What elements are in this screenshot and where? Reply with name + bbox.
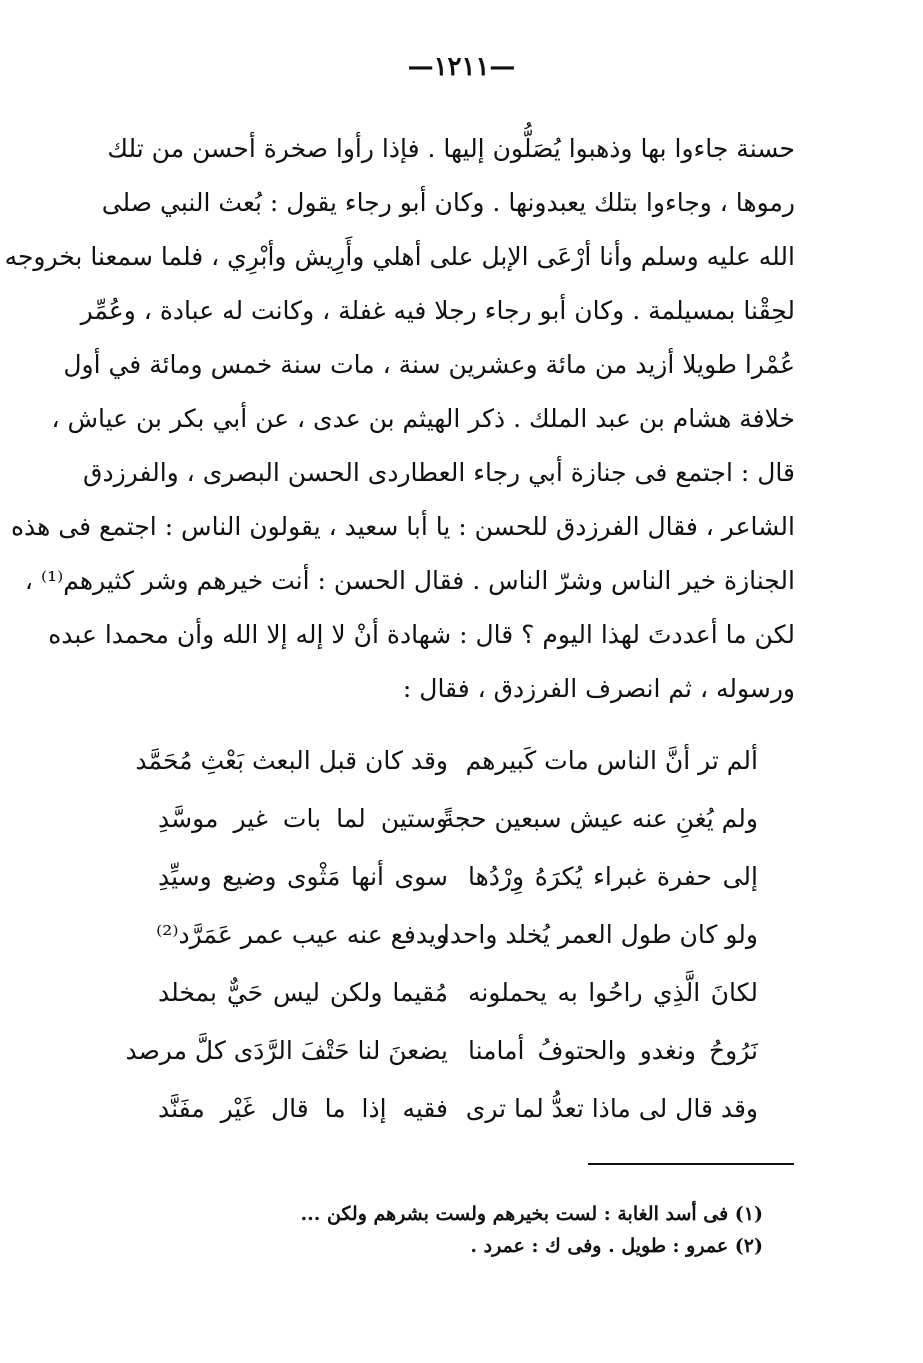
verse-row bbox=[158, 1080, 758, 1138]
footnotes-block bbox=[163, 1198, 763, 1262]
prose-line: ورسوله ، ثم انصرف الفرزدق ، فقال : bbox=[402, 674, 795, 703]
prose-line: عُمْرا طويلا أزيد من مائة وعشرين سنة ، مات سنة خمس ومائة في أول bbox=[63, 350, 795, 379]
footnote: (٢) عمرو : طويل . وفى ك : عمرد . bbox=[470, 1235, 763, 1257]
verse-row bbox=[158, 906, 758, 964]
prose-line: خلافة هشام بن عبد الملك . ذكر الهيثم بن عدى ، عن أبي بكر بن عياش ، bbox=[51, 404, 795, 433]
verse-first-hemistich: ولو كان طول العمر يُخلد واحدا bbox=[442, 920, 758, 949]
verse-row bbox=[158, 964, 758, 1022]
verse-second-hemistich: ويدفع عنه عيب عمر عَمَرَّد⁽²⁾ bbox=[156, 920, 448, 949]
verse-first-hemistich: لكانَ الَّذِي راحُوا به يحملونه bbox=[468, 978, 758, 1007]
prose-block bbox=[4, 122, 795, 716]
prose-line: رموها ، وجاءوا بتلك يعبدونها . وكان أبو رجاء يقول : بُعث النبي صلى bbox=[101, 188, 795, 217]
verse-first-hemistich: نَرُوحُ ونغدو والحتوفُ أمامنا bbox=[468, 1036, 758, 1065]
verse-first-hemistich: إلى حفرة غبراء يُكرَهُ وِرْدُها bbox=[468, 862, 758, 891]
verse-first-hemistich: ألم تر أنَّ الناس مات كَبيرهم bbox=[465, 746, 758, 775]
verse-second-hemistich: فقيه إذا ما قال غَيْر مفَنَّد bbox=[158, 1094, 448, 1123]
prose-line: حسنة جاءوا بها وذهبوا يُصَلُّون إليها . فإذا رأوا صخرة أحسن من تلك bbox=[107, 134, 795, 163]
verse-row bbox=[135, 732, 758, 790]
footnote: (١) فى أسد الغابة : لست بخيرهم ولست بشرهم ولكن ... bbox=[300, 1203, 763, 1225]
verse-second-hemistich: يضعنَ لنا حَتْفَ الرَّدَى كلَّ مرصد bbox=[125, 1036, 448, 1065]
verse-first-hemistich: وقد قال لى ماذا تعدُّ لما ترى bbox=[465, 1094, 758, 1123]
verse-second-hemistich: وستين لما بات غير موسَّدِ bbox=[158, 804, 448, 833]
footnote-divider bbox=[588, 1163, 794, 1165]
prose-line: قال : اجتمع فى جنازة أبي رجاء العطاردى الحسن البصرى ، والفرزدق bbox=[83, 458, 795, 487]
verse-second-hemistich: سوى أنها مَثْوى وضيع وسيِّدِ bbox=[158, 862, 448, 891]
verse-row bbox=[158, 790, 758, 848]
verse-row bbox=[158, 848, 758, 906]
poem-block bbox=[125, 732, 758, 1138]
verse-row bbox=[125, 1022, 758, 1080]
prose-line: الله عليه وسلم وأنا أرْعَى الإبل على أهلي وأَرِيش وأبْرِي ، فلما سمعنا بخروجه bbox=[4, 242, 795, 271]
prose-line: لحِقْنا بمسيلمة . وكان أبو رجاء رجلا فيه غفلة ، وكانت له عبادة ، وعُمِّر bbox=[80, 296, 795, 325]
prose-line: الجنازة خير الناس وشرّ الناس . فقال الحسن : أنت خيرهم وشر كثيرهم⁽¹⁾ ، bbox=[24, 566, 795, 595]
prose-line: لكن ما أعددتَ لهذا اليوم ؟ قال : شهادة أنْ لا إله إلا الله وأن محمدا عبده bbox=[48, 620, 795, 649]
verse-first-hemistich: ولم يُغنِ عنه عيش سبعين حجةً bbox=[441, 804, 758, 833]
verse-second-hemistich: مُقيما ولكن ليس حَيٌّ بمخلد bbox=[158, 978, 448, 1007]
page-number: —١٢١١— bbox=[407, 52, 516, 82]
prose-line: الشاعر ، فقال الفرزدق للحسن : يا أبا سعيد ، يقولون الناس : اجتمع فى هذه bbox=[10, 512, 795, 541]
verse-second-hemistich: وقد كان قبل البعث بَعْثِ مُحَمَّد bbox=[135, 746, 448, 775]
